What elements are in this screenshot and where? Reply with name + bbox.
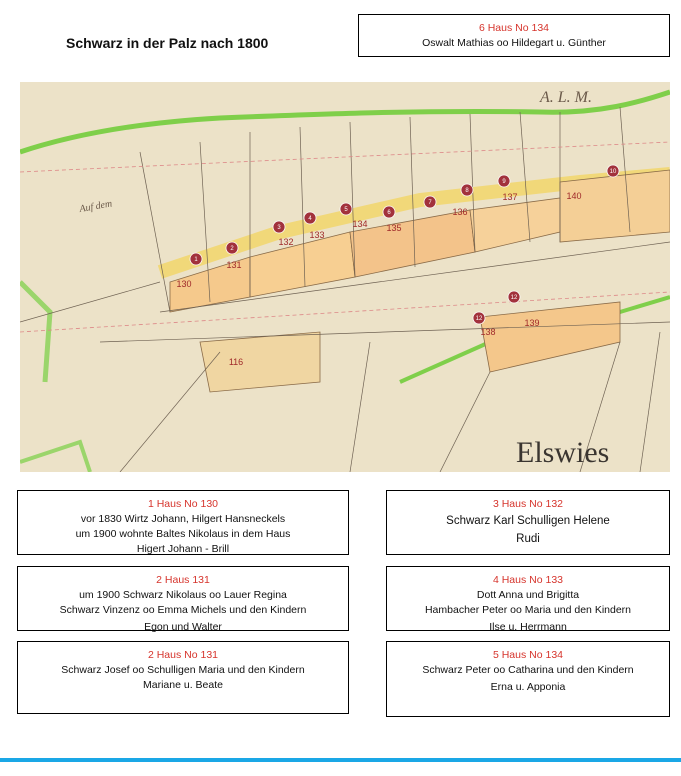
marker-8 [461, 184, 473, 196]
house-131-box [17, 566, 349, 631]
svg-text:8: 8 [465, 188, 469, 194]
box-line: Schwarz Karl Schulligen Helene [446, 515, 610, 527]
page-title: Schwarz in der Palz nach 1800 [66, 35, 269, 51]
house-131-josef-box [17, 641, 349, 714]
box-line: Egon und Walter [144, 621, 222, 633]
marker-4 [304, 212, 316, 224]
box-line: um 1900 wohnte Baltes Nikolaus in dem Haus [75, 528, 291, 540]
svg-text:2: 2 [230, 246, 234, 252]
house-134-oswalt-box [358, 14, 670, 57]
house-number: 135 [386, 223, 402, 233]
marker-3 [273, 221, 285, 233]
marker-7 [424, 196, 436, 208]
house-number: 132 [278, 237, 294, 247]
box-heading: 5 Haus No 134 [492, 649, 564, 661]
house-number: 138 [480, 327, 496, 337]
house-number: 134 [352, 219, 368, 229]
svg-text:5: 5 [344, 207, 348, 213]
house-134-box [386, 641, 670, 717]
box-line: Ilse u. Herrmann [489, 621, 567, 633]
box-line: Hambacher Peter oo Maria und den Kindern [424, 604, 632, 616]
house-130-box [17, 490, 349, 555]
svg-text:6: 6 [387, 210, 391, 216]
box-line: Higert Johann - Brill [136, 543, 230, 555]
marker-12b [473, 312, 485, 324]
place-label: Elswies [516, 436, 610, 469]
house-plot [560, 170, 670, 242]
house-number: 137 [502, 192, 518, 202]
marker-5 [340, 203, 352, 215]
box-line: Erna u. Apponia [490, 681, 566, 693]
house-number: 130 [176, 279, 192, 289]
box-line: vor 1830 Wirtz Johann, Hilgert Hansneckels [80, 513, 286, 525]
svg-text:3: 3 [277, 225, 281, 231]
box-heading: 2 Haus 131 [156, 574, 210, 586]
box-line: Schwarz Josef oo Schulligen Maria und den Kindern [61, 664, 305, 676]
box-line: Schwarz Peter oo Catharina und den Kindern [422, 664, 634, 676]
box-line: Mariane u. Beate [143, 679, 223, 691]
box-line: Schwarz Vinzenz oo Emma Michels und den Kindern [59, 604, 307, 616]
svg-text:12: 12 [475, 316, 483, 322]
marker-9 [498, 175, 510, 187]
marker-2 [226, 242, 238, 254]
box-heading: 2 Haus No 131 [147, 649, 219, 661]
box-heading: 1 Haus No 130 [147, 498, 219, 510]
house-133-box [386, 566, 670, 631]
svg-text:12: 12 [510, 295, 518, 301]
box-line: um 1900 Schwarz Nikolaus oo Lauer Regina [79, 589, 287, 601]
house-plot [200, 332, 320, 392]
svg-text:7: 7 [428, 200, 432, 206]
box-heading: 3 Haus No 132 [492, 498, 564, 510]
house-number: 139 [524, 318, 540, 328]
svg-text:10: 10 [609, 169, 617, 175]
house-number: 136 [452, 207, 468, 217]
marker-10 [607, 165, 619, 177]
house-number: 131 [226, 260, 242, 270]
house-number: 116 [228, 357, 244, 367]
svg-text:1: 1 [194, 257, 198, 263]
marker-6 [383, 206, 395, 218]
marker-12a [508, 291, 520, 303]
handwriting: Auf dem [78, 198, 114, 215]
box-line: Rudi [516, 533, 540, 545]
svg-text:9: 9 [502, 179, 506, 185]
box-heading: 6 Haus No 134 [478, 22, 550, 34]
box-line: Oswalt Mathias oo Hildegart u. Günther [422, 37, 606, 49]
bottom-rule [0, 758, 681, 762]
house-number: 140 [566, 191, 582, 201]
box-heading: 4 Haus No 133 [492, 574, 564, 586]
handwriting: A. L. M. [540, 89, 592, 106]
box-line: Dott Anna und Brigitta [476, 589, 580, 601]
marker-1 [190, 253, 202, 265]
house-number: 133 [309, 230, 325, 240]
cadastral-map [20, 82, 670, 472]
svg-text:4: 4 [308, 216, 312, 222]
house-132-box [386, 490, 670, 555]
